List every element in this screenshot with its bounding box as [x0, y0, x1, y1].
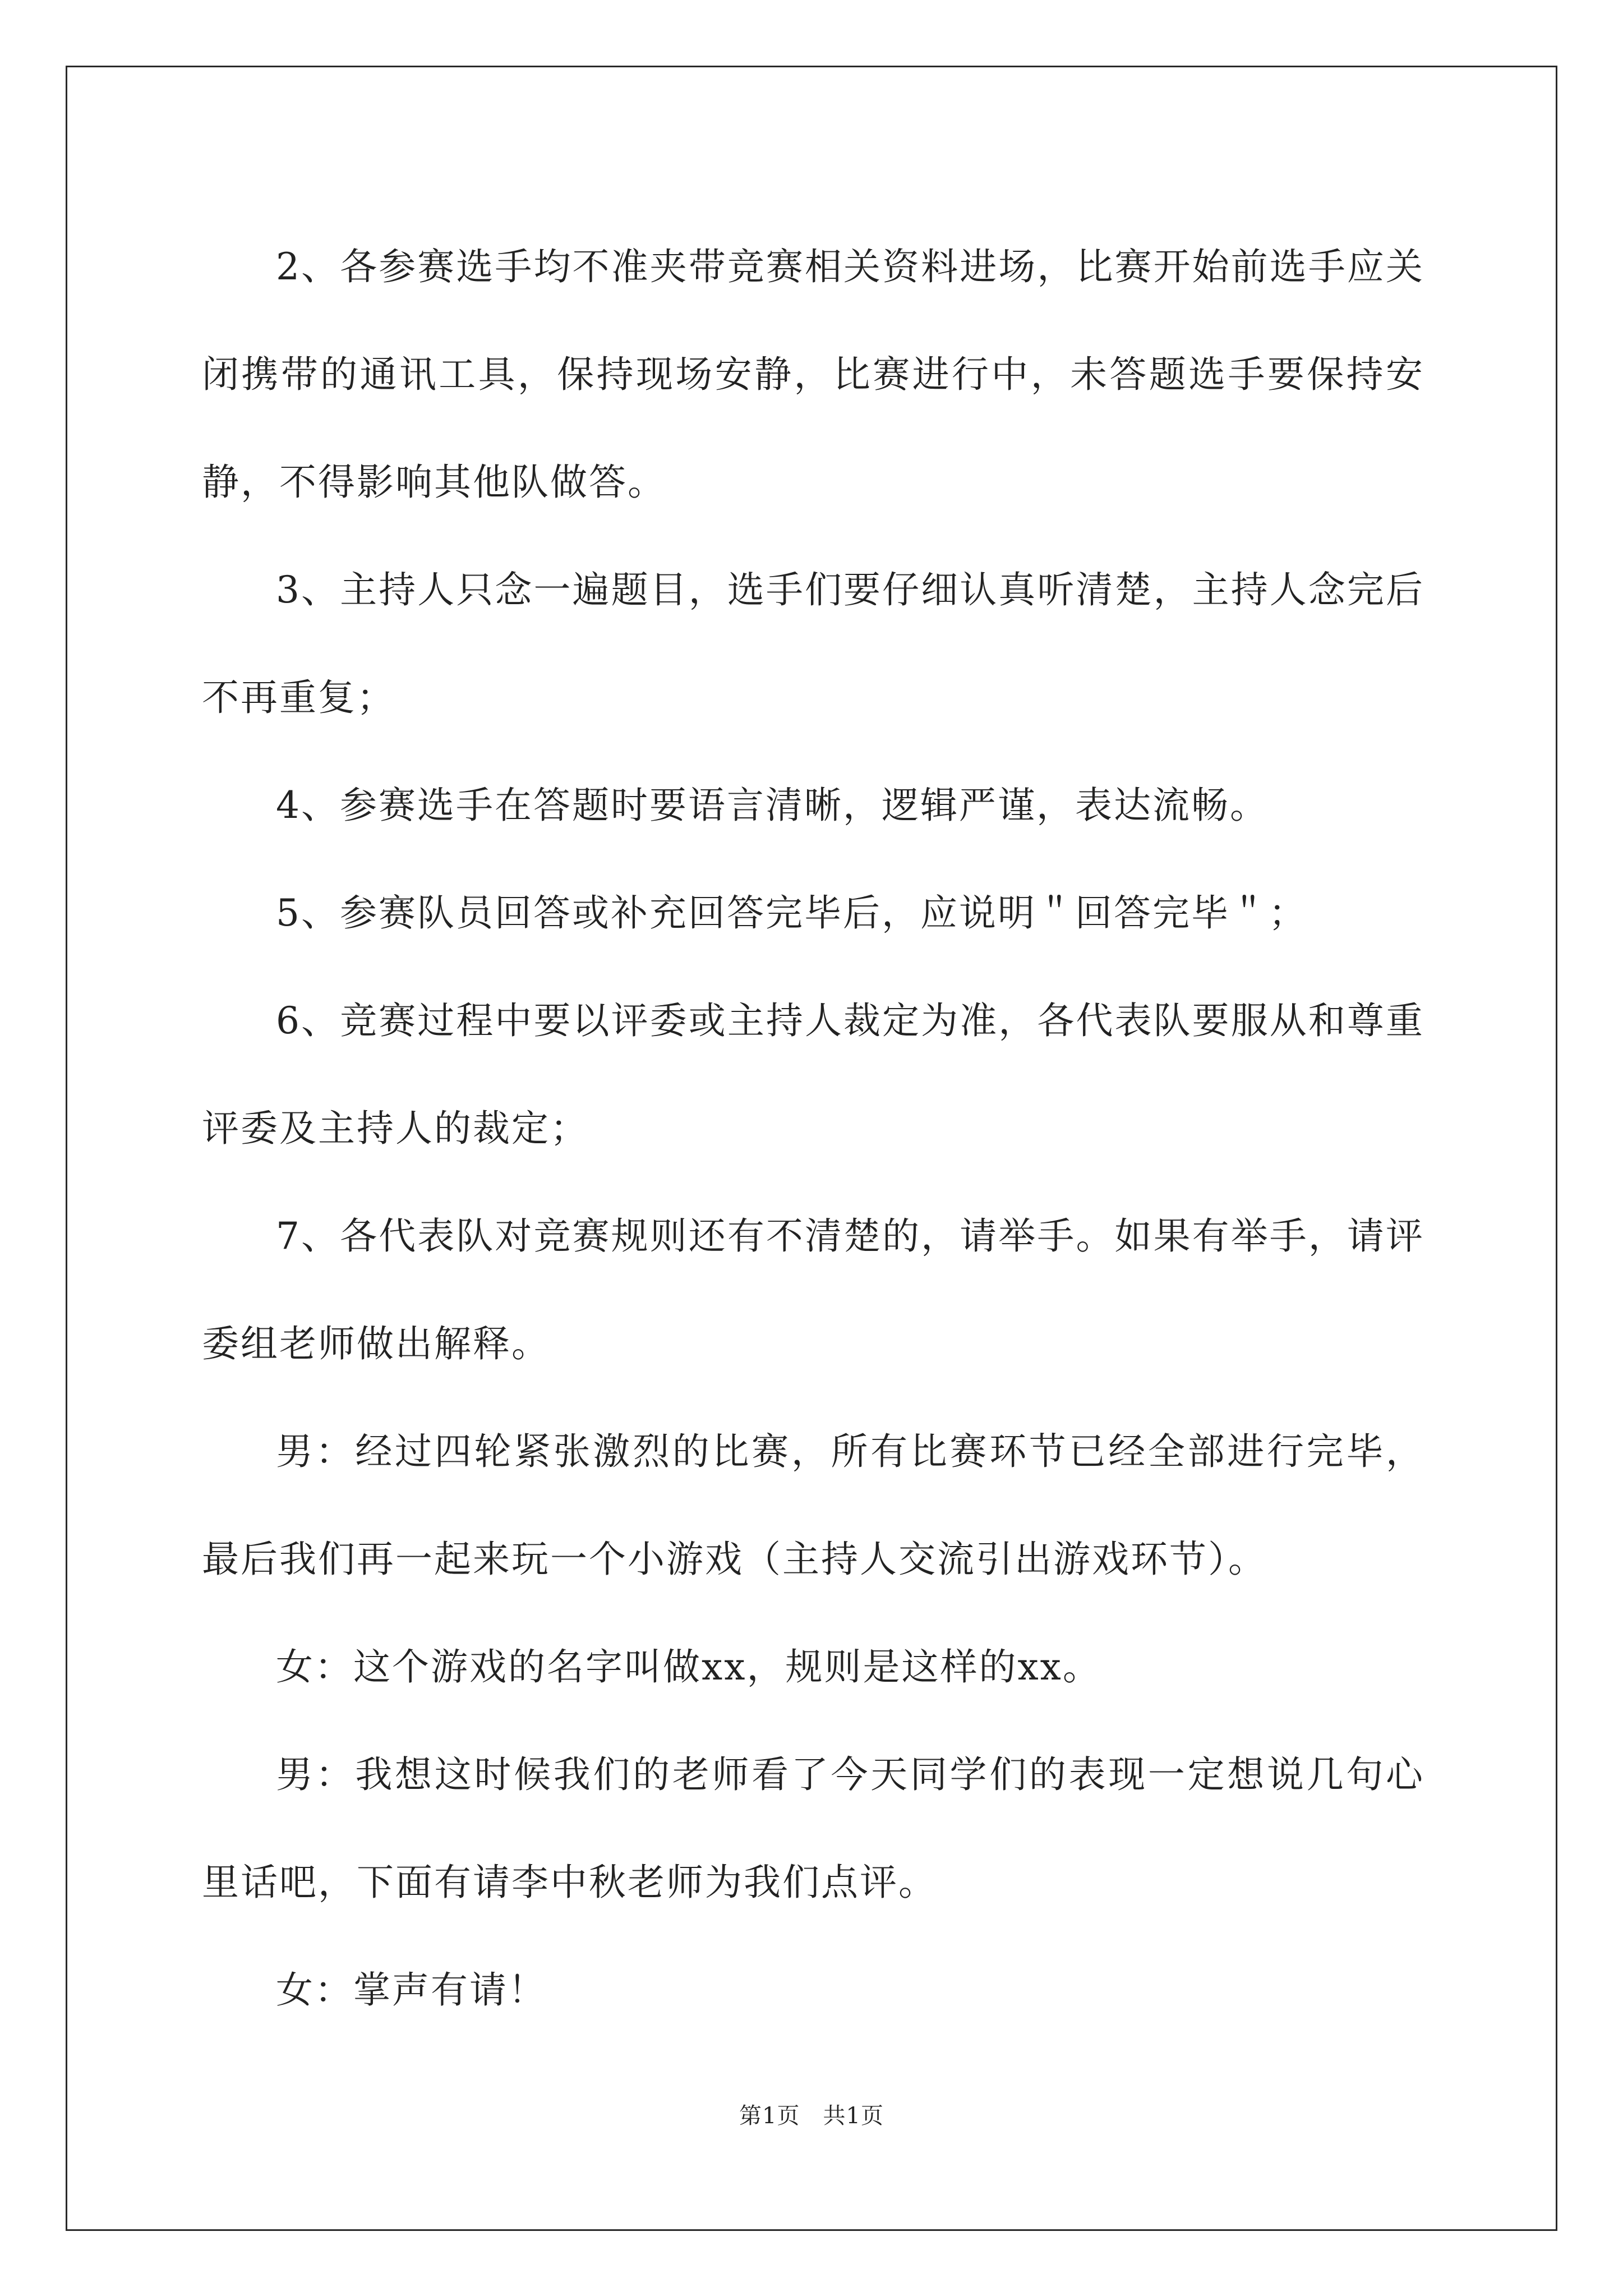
paragraph-rule-4: 4、参赛选手在答题时要语言清晰，逻辑严谨，表达流畅。 [276, 784, 1269, 827]
paragraph-female-host-1: 女：这个游戏的名字叫做xx，规则是这样的xx。 [276, 1645, 1101, 1688]
paragraph-male-host-1: 男：经过四轮紧张激烈的比赛，所有比赛环节已经全部进行完毕，最后我们再一起来玩一个小游戏（主持人交流引出游戏环节）。 [202, 1430, 1424, 1581]
paragraph-male-host-2: 男：我想这时候我们的老师看了今天同学们的表现一定想说几句心里话吧，下面有请李中秋老师为我们点评。 [202, 1753, 1424, 1904]
page-number-footer: 第1页 共1页 [739, 2103, 884, 2129]
document-body [202, 213, 1424, 2044]
paragraph-rule-6: 6、竞赛过程中要以评委或主持人裁定为准，各代表队要服从和尊重评委及主持人的裁定； [202, 999, 1424, 1150]
paragraph-female-host-2: 女：掌声有请！ [276, 1968, 547, 2012]
paragraph-rule-2: 2、各参赛选手均不准夹带竞赛相关资料进场，比赛开始前选手应关闭携带的通讯工具，保持现场安静，比赛进行中，未答题选手要保持安静，不得影响其他队做答。 [202, 245, 1424, 504]
paragraph-rule-7: 7、各代表队对竞赛规则还有不清楚的，请举手。如果有举手，请评委组老师做出解释。 [202, 1214, 1424, 1365]
paragraph-rule-3: 3、主持人只念一遍题目，选手们要仔细认真听清楚，主持人念完后不再重复； [202, 568, 1424, 719]
paragraph-rule-5: 5、参赛队员回答或补充回答完毕后，应说明＂回答完毕＂； [276, 891, 1307, 935]
